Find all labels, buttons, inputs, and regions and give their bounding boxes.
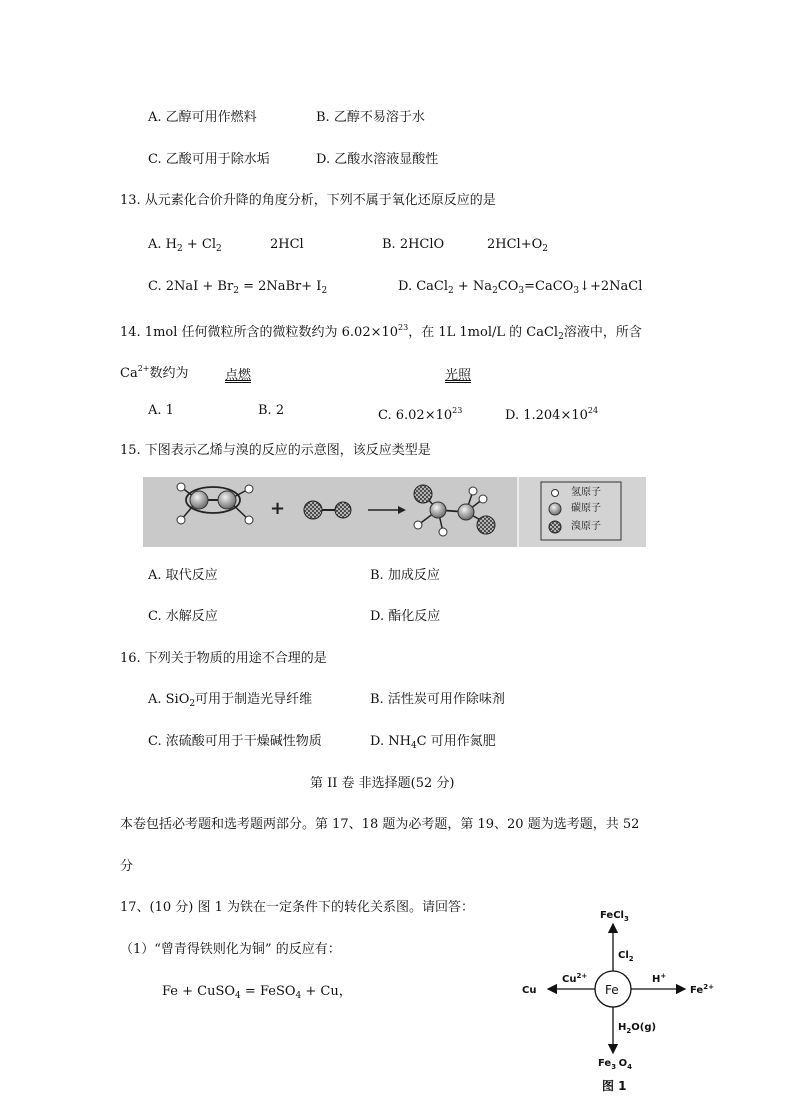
fig-left-reagent: $Cu^{2+}$	[562, 972, 588, 985]
q15-option-a: A. 取代反应	[148, 568, 218, 583]
q15-option-b: B. 加成反应	[370, 568, 440, 583]
q14-option-b: B. 2	[258, 403, 285, 418]
q13-option-d: D. CaCl$_2$ + $Na_2CO_3=CaCO_3↓+2NaCl$	[398, 279, 643, 296]
q17-equation: Fe + CuSO$_4$ = FeSO$_4$ + Cu，	[162, 984, 352, 1001]
plus-sign: +	[270, 498, 286, 519]
fig-bottom: $Fe_3$ $O_4$	[598, 1058, 632, 1071]
reaction-arrow	[368, 506, 406, 514]
legend-bromine-icon	[549, 521, 561, 533]
fig-caption: 图 1	[602, 1079, 627, 1093]
q16-option-a: A. SiO$_2$可用于制造光导纤维	[148, 692, 313, 709]
fig-right: $Fe^{2+}$	[690, 983, 714, 996]
legend-carbon: 碳原子	[571, 503, 601, 514]
legend-hydrogen: 氢原子	[571, 487, 601, 498]
q15-option-c: C. 水解反应	[148, 609, 218, 624]
q15-stem: 15. 下图表示乙烯与溴的反应的示意图，该反应类型是	[120, 443, 431, 458]
condition-ignite: 点燃	[225, 368, 252, 383]
q14-stem: 14. 1mol 任何微粒所含的微粒数约为 $6.02\times 10^{23}$，在 1L 1mol/L 的 CaCl$_2$溶液中，所含	[120, 323, 642, 342]
fig-right-reagent: H+	[652, 972, 667, 985]
q13-option-c: C. $2NaI + Br_2$ = 2NaBr+ $I_2$	[148, 279, 328, 296]
bromine-molecule	[304, 501, 351, 519]
fig-top-reagent: $Cl_2$	[618, 950, 634, 963]
q13-option-a-product: 2HCl	[270, 237, 304, 252]
q16-stem: 16. 下列关于物质的用途不合理的是	[120, 651, 327, 666]
section-intro-cont: 分	[120, 859, 134, 874]
q14-option-c: C. $6.02\times 10^{23}$	[378, 406, 463, 423]
q12-option-c: C. 乙酸可用于除水垢	[148, 152, 270, 167]
fig-center: Fe	[605, 983, 619, 997]
fig-bottom-reagent: $H_2O(g)$	[618, 1022, 657, 1035]
ethylene-bromine-diagram	[143, 477, 646, 547]
q17-sub1: （1）“曾青得铁则化为铜” 的反应有：	[120, 942, 341, 957]
q13-stem: 13. 从元素化合价升降的角度分析，下列不属于氧化还原反应的是	[120, 193, 496, 208]
q15-option-d: D. 酯化反应	[370, 609, 441, 624]
fig-top: FeCl$_3$	[600, 910, 629, 923]
fig-left: Cu	[522, 985, 537, 996]
q12-option-b: B. 乙醇不易溶于水	[316, 110, 425, 125]
q12-option-d: D. 乙酸水溶液显酸性	[316, 152, 439, 167]
q14-stem-line2: $Ca^{2+}$数约为	[120, 364, 189, 381]
ethylene-molecule	[177, 483, 253, 524]
q12-option-a: A. 乙醇可用作燃料	[148, 110, 257, 125]
q13-option-a: A. $H_2 + Cl_2$	[148, 237, 222, 254]
dibromoethane-molecule	[414, 485, 495, 536]
legend-hydrogen-icon	[552, 490, 559, 497]
q14-option-a: A. 1	[148, 403, 174, 418]
legend-bromine: 溴原子	[571, 521, 601, 532]
figure-1	[510, 900, 730, 1100]
q16-option-c: C. 浓硫酸可用于干燥碱性物质	[148, 734, 322, 749]
q14-option-d: D. $1.204\times 10^{24}$	[505, 406, 599, 423]
q16-option-d: D. $NH_4C$ 可用作氮肥	[370, 734, 496, 751]
condition-light: 光照	[445, 368, 472, 383]
section-intro: 本卷包括必考题和选考题两部分。第 17、18 题为必考题，第 19、20 题为选考题，共 52	[120, 817, 640, 832]
q13-option-b: B. 2HClO	[382, 237, 445, 252]
q13-option-b-product: $2HCl+O_2$	[487, 237, 548, 254]
q17-stem: 17、(10 分) 图 1 为铁在一定条件下的转化关系图。请回答：	[120, 900, 475, 915]
legend-carbon-icon	[549, 503, 561, 515]
q16-option-b: B. 活性炭可用作除味剂	[370, 692, 505, 707]
section-title: 第 II 卷 非选择题(52 分)	[310, 776, 455, 791]
